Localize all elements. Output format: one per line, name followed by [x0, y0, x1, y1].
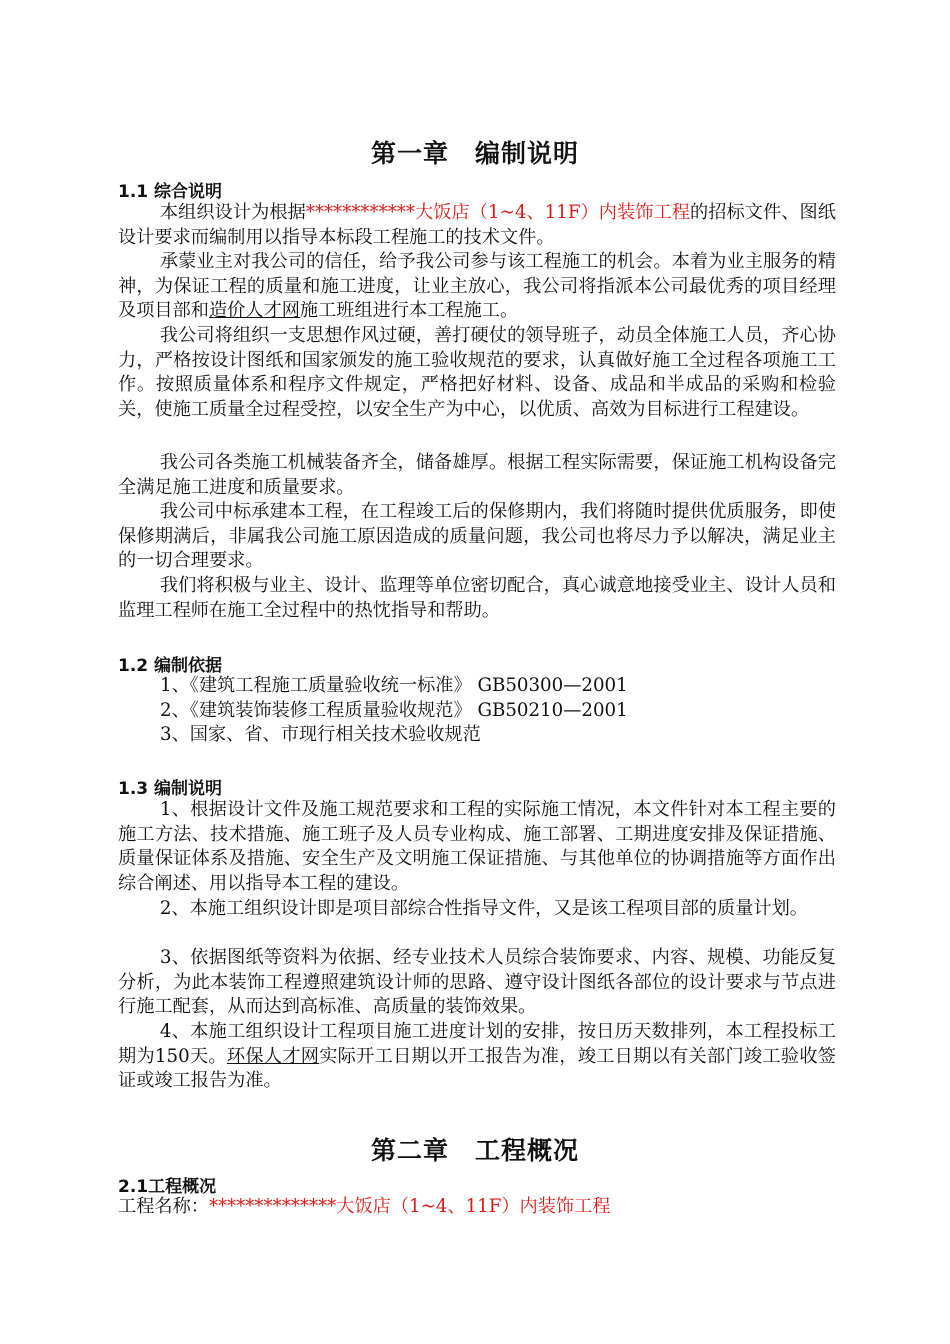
section-1-1-para-4: 我公司各类施工机械装备齐全，储备雄厚。根据工程实际需要，保证施工机构设备完全满足施工进度和质量要求。: [118, 452, 836, 498]
huanbao-rencai-link[interactable]: 环保人才网: [226, 1045, 320, 1067]
section-1-1-para-5: 我公司中标承建本工程，在工程竣工后的保修期内，我们将随时提供优质服务，即使保修期满后，非属我公司施工原因造成的质量问题，我公司也将尽力予以解决，满足业主的一切合理要求。: [118, 501, 836, 571]
section-1-1-para-2: [118, 250, 836, 324]
section-1-2-heading: 1.2 编制依据: [118, 656, 223, 676]
zaojia-rencai-link[interactable]: 造价人才网: [208, 300, 300, 321]
section-1-1-para-3: 我公司将组织一支思想作风过硬，善打硬仗的领导班子，动员全体施工人员，齐心协力，严格按设计图纸和国家颁发的施工验收规范的要求，认真做好施工全过程各项施工工作。按照质量体系和程序文件规定，严格把好材料、设备、成品和半成品的采购和检验关，使施工质量全过程受控，以安全生产为中心，以优质、高效为目标进行工程建设。: [118, 325, 836, 420]
para-text: 4、本施工组织设计工程项目施工进度计划的安排，按日历天数排列，本工程投标工期为150天。: [118, 1021, 836, 1067]
basis-item-1: 1、《建筑工程施工质量验收统一标准》 GB50300—2001: [160, 675, 628, 696]
section-1-3-para-2: 2、本施工组织设计即是项目部综合性指导文件，又是该工程项目部的质量计划。: [159, 898, 808, 919]
project-name-value: **************大饭店（1~4、11F）内装饰工程: [208, 1196, 611, 1217]
project-name-label: 工程名称：: [118, 1196, 209, 1217]
para-text: 承蒙业主对我公司的信任，给予我公司参与该工程施工的机会。本着为业主服务的精神，为保证工程的质量和施工进度，让业主放心，我公司将指派本公司最优秀的项目经理及项目部和: [118, 251, 836, 321]
section-1-3-para-1: 1、根据设计文件及施工规范要求和工程的实际施工情况，本文件针对本工程主要的施工方法、技术措施、施工班子及人员专业构成、施工部署、工期进度安排及保证措施、质量保证体系及措施、安全生产及文明施工保证措施、与其他单位的协调措施等方面作出综合阐述、用以指导本工程的建设。: [118, 799, 836, 894]
section-1-3-para-4: [118, 1020, 836, 1094]
section-1-1-heading: 1.1 综合说明: [118, 182, 223, 202]
section-2-1-heading: 2.1工程概况: [118, 1177, 217, 1197]
chapter-1-title: 第一章 编制说明: [370, 139, 579, 168]
para-text: 施工班组进行本工程施工。: [299, 300, 519, 321]
basis-item-3: 3、国家、省、市现行相关技术验收规范: [160, 724, 481, 745]
section-1-1-para-6: 我们将积极与业主、设计、监理等单位密切配合，真心诚意地接受业主、设计人员和监理工程师在施工全过程中的热忱指导和帮助。: [118, 575, 836, 621]
section-1-3-para-3: 3、依据图纸等资料为依据、经专业技术人员综合装饰要求、内容、规模、功能反复分析，为此本装饰工程遵照建筑设计师的思路、遵守设计图纸各部位的设计要求与节点进行施工配套，从而达到高标准、高质量的装饰效果。: [118, 947, 836, 1017]
para-text: 本组织设计为根据: [159, 202, 306, 223]
project-name-highlight: ************大饭店（1~4、11F）内装饰工程: [305, 202, 691, 223]
para-text: 的招标文件、图纸设计要求而编制用以指导本标段工程施工的技术文件。: [118, 202, 836, 248]
section-1-3-heading: 1.3 编制说明: [118, 779, 223, 799]
para-text: 实际开工日期以开工报告为准，竣工日期以有关部门竣工验收签证或竣工报告为准。: [118, 1045, 836, 1091]
basis-item-2: 2、《建筑装饰装修工程质量验收规范》 GB50210—2001: [160, 700, 628, 721]
chapter-2-title: 第二章 工程概况: [370, 1136, 579, 1165]
project-name-line: [118, 1195, 610, 1220]
section-1-1-para-1: [118, 201, 836, 250]
